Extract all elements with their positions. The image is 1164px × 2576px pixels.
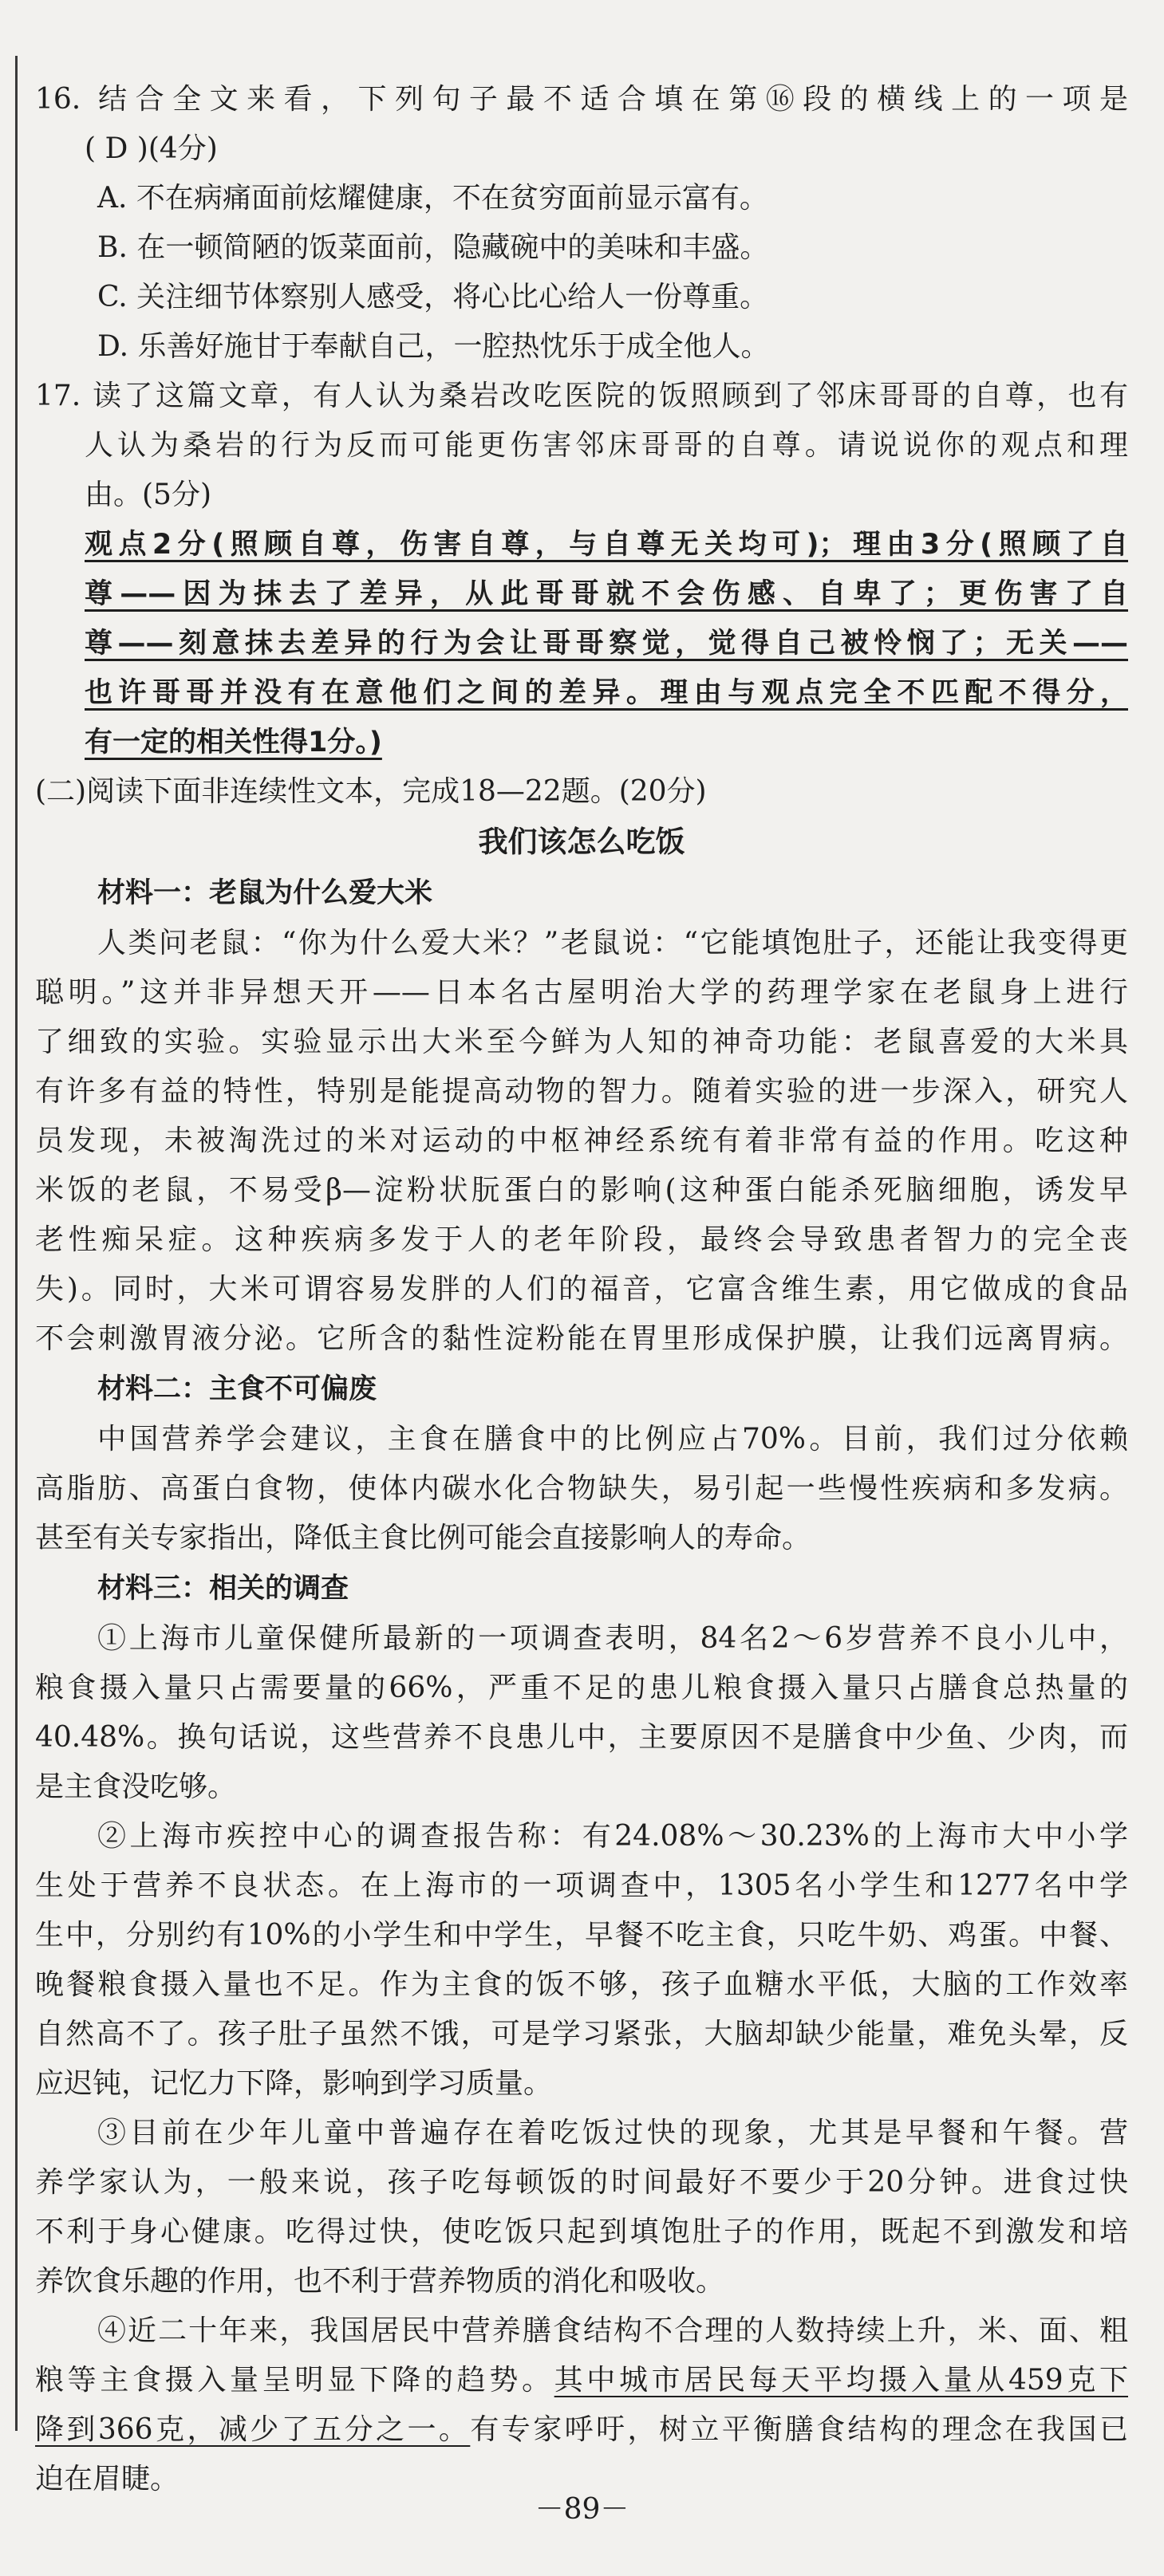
material1-line: 老性痴呆症。这种疾病多发于人的老年阶段，最终会导致患者智力的完全丧 <box>35 1223 1128 1256</box>
survey-2-line: 生处于营养不良状态。在上海市的一项调查中，1305名小学生和1277名中学 <box>35 1869 1128 1902</box>
survey-4-text: 粮等主食摄入量呈明显下降的趋势。 <box>35 2364 554 2397</box>
q16-option-c: C. 关注细节体察别人感受，将心比心给人一份尊重。 <box>97 281 769 313</box>
q17-stem-line: 由。(5分) <box>85 479 211 511</box>
section-intro: (二)阅读下面非连续性文本，完成18—22题。(20分) <box>35 775 707 808</box>
material1-line: 不会刺激胃液分泌。它所含的黏性淀粉能在胃里形成保护膜，让我们远离胃病。 <box>35 1322 1128 1355</box>
q17-stem-line: 17. 读了这篇文章，有人认为桑岩改吃医院的饭照顾到了邻床哥哥的自尊，也有 <box>35 380 1128 412</box>
material1-line: 员发现，未被淘洗过的米对运动的中枢神经系统有着非常有益的作用。吃这种 <box>35 1125 1128 1157</box>
q16-stem: 16. 结合全文来看，下列句子最不适合填在第⑯段的横线上的一项是 <box>35 83 1128 116</box>
material2-line: 甚至有关专家指出，降低主食比例可能会直接影响人的寿命。 <box>35 1522 811 1554</box>
survey-3-line: 养学家认为，一般来说，孩子吃每顿饭的时间最好不要少于20分钟。进食过快 <box>35 2166 1128 2199</box>
margin-rule <box>15 56 18 2431</box>
q16-answer: ( D )(4分) <box>85 132 218 165</box>
material1-line: 人类问老鼠：“你为什么爱大米？”老鼠说：“它能填饱肚子，还能让我变得更 <box>97 927 1128 959</box>
material1-line: 了细致的实验。实验显示出大米至今鲜为人知的神奇功能：老鼠喜爱的大米具 <box>35 1026 1128 1058</box>
q17-stem-line: 人认为桑岩的行为反而可能更伤害邻床哥哥的自尊。请说说你的观点和理 <box>85 429 1128 462</box>
survey-4-line <box>35 2356 1128 2405</box>
survey-1-line: 40.48%。换句话说，这些营养不良患儿中，主要原因不是膳食中少鱼、少肉，而 <box>35 1721 1128 1754</box>
survey-2-line: 生中，分别约有10%的小学生和中学生，早餐不吃主食，只吃牛奶、鸡蛋。中餐、 <box>35 1919 1128 1952</box>
material1-line: 聪明。”这并非异想天开——日本名古屋明治大学的药理学家在老鼠身上进行 <box>35 976 1128 1009</box>
survey-4-line: 迫在眉睫。 <box>35 2463 180 2495</box>
survey-2-line: 自然高不了。孩子肚子虽然不饿，可是学习紧张，大脑却缺少能量，难免头晕，反 <box>35 2018 1128 2050</box>
q17-answer-line: 也许哥哥并没有在意他们之间的差异。理由与观点完全不匹配不得分， <box>85 677 1128 709</box>
material2-heading: 材料二：主食不可偏废 <box>97 1373 377 1405</box>
material2-line: 中国营养学会建议，主食在膳食中的比例应占70%。目前，我们过分依赖 <box>97 1423 1128 1455</box>
material3-heading: 材料三：相关的调查 <box>97 1573 349 1605</box>
survey-1-line: 是主食没吃够。 <box>35 1771 237 1803</box>
survey-3-line: 养饮食乐趣的作用，也不利于营养物质的消化和吸收。 <box>35 2265 725 2298</box>
survey-3-line: 不利于身心健康。吃得过快，使吃饭只起到填饱肚子的作用，既起不到激发和培 <box>35 2216 1128 2248</box>
q16-option-d: D. 乐善好施甘于奉献自己，一腔热忱乐于成全他人。 <box>97 330 770 363</box>
survey-3-line: ③目前在少年儿童中普遍存在着吃饭过快的现象，尤其是早餐和午餐。营 <box>97 2117 1128 2149</box>
survey-4-underlined: 降到366克，减少了五分之一。 <box>35 2413 471 2446</box>
q16-option-a: A. 不在病痛面前炫耀健康，不在贫穷面前显示富有。 <box>97 182 768 215</box>
q17-answer-line: 观点2分(照顾自尊，伤害自尊，与自尊无关均可)；理由3分(照顾了自 <box>85 529 1128 561</box>
q17-answer-line: 尊——因为抹去了差异，从此哥哥就不会伤感、自卑了；更伤害了自 <box>85 578 1128 610</box>
survey-4-line: ④近二十年来，我国居民中营养膳食结构不合理的人数持续上升，米、面、粗 <box>97 2314 1128 2347</box>
survey-1-line: 粮食摄入量只占需要量的66%，严重不足的患儿粮食摄入量只占膳食总热量的 <box>35 1672 1128 1704</box>
article-title: 我们该怎么吃饭 <box>478 825 685 859</box>
survey-2-line: 应迟钝，记忆力下降，影响到学习质量。 <box>35 2067 553 2100</box>
q16-option-b: B. 在一顿简陋的饭菜面前，隐藏碗中的美味和丰盛。 <box>97 231 769 264</box>
survey-2-line: 晚餐粮食摄入量也不足。作为主食的饭不够，孩子血糖水平低，大脑的工作效率 <box>35 1968 1128 2001</box>
q17-answer-line: 有一定的相关性得1分。) <box>85 727 382 758</box>
survey-4-underlined: 其中城市居民每天平均摄入量从459克下 <box>554 2364 1128 2397</box>
material2-line: 高脂肪、高蛋白食物，使体内碳水化合物缺失，易引起一些慢性疾病和多发病。 <box>35 1472 1128 1505</box>
material1-heading: 材料一：老鼠为什么爱大米 <box>97 877 433 909</box>
survey-1-line: ①上海市儿童保健所最新的一项调查表明，84名2～6岁营养不良小儿中， <box>97 1622 1128 1655</box>
material1-line: 失)。同时，大米可谓容易发胖的人们的福音，它富含维生素，用它做成的食品 <box>35 1273 1128 1306</box>
page-content <box>35 75 1128 2504</box>
survey-4-line <box>35 2405 1128 2455</box>
material1-line: 米饭的老鼠，不易受β—淀粉状朊蛋白的影响(这种蛋白能杀死脑细胞，诱发早 <box>35 1174 1128 1207</box>
survey-4-text: 有专家呼吁，树立平衡膳食结构的理念在我国已 <box>470 2413 1128 2446</box>
q17-answer-line: 尊——刻意抹去差异的行为会让哥哥察觉，觉得自己被怜悯了；无关—— <box>85 628 1128 660</box>
survey-2-line: ②上海市疾控中心的调查报告称：有24.08%～30.23%的上海市大中小学 <box>97 1820 1128 1853</box>
page-number: －89－ <box>535 2493 629 2526</box>
material1-line: 有许多有益的特性，特别是能提高动物的智力。随着实验的进一步深入，研究人 <box>35 1075 1128 1108</box>
